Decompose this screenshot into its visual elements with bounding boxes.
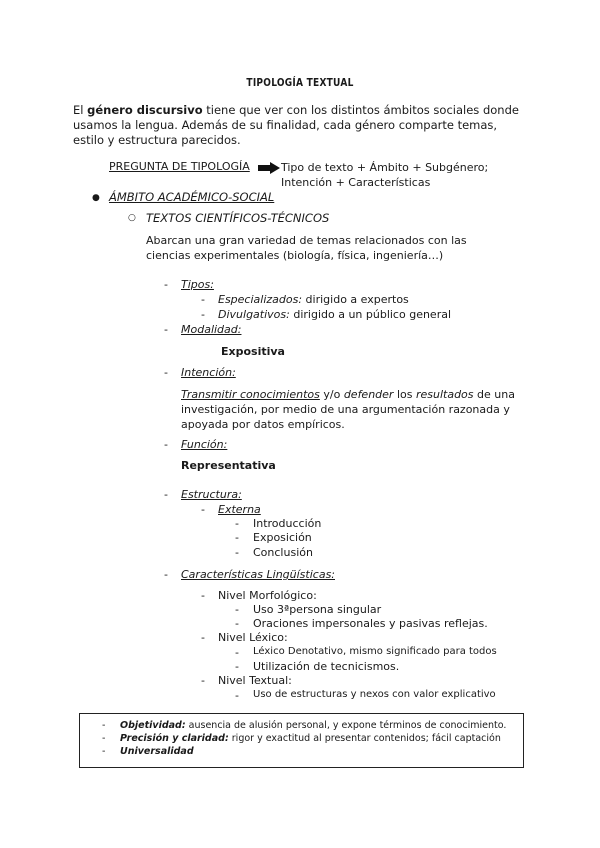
dash-marker: -: [201, 674, 205, 687]
nivel-textual-label: Nivel Textual:: [218, 674, 292, 687]
box-text: ausencia de alusión personal, y expone términos de conocimiento.: [185, 720, 507, 731]
intro-pre: El: [73, 103, 88, 117]
box-term: Precisión y claridad:: [120, 733, 229, 744]
nivel-morfologico-item: Uso 3ªpersona singular: [253, 603, 382, 616]
dash-marker: -: [235, 531, 239, 544]
tipos-text: dirigido a expertos: [302, 293, 409, 306]
intro-bold: género discursivo: [87, 103, 203, 117]
tipos-label: Tipos:: [181, 278, 214, 291]
tipos-term: Especializados:: [218, 293, 303, 306]
question-answer: [281, 160, 488, 190]
estructura-sub: Externa: [218, 503, 261, 516]
box-item: [120, 733, 501, 744]
box-term: Objetividad:: [120, 720, 186, 731]
dash-marker: -: [201, 589, 205, 602]
tipos-text: dirigido a un público general: [289, 308, 452, 321]
intencion-part6: de una investigación, por medio de una argumentación razonada y apoyada por datos empíricos.: [181, 388, 515, 431]
dash-marker: -: [164, 488, 168, 501]
box-item: [120, 720, 506, 731]
intencion-part1: Transmitir conocimientos: [181, 388, 320, 401]
dash-marker: -: [164, 438, 168, 451]
box-term: Universalidad: [120, 746, 194, 757]
dash-marker: -: [201, 308, 205, 321]
intencion-part3: defender: [343, 388, 394, 401]
intencion-text: [181, 387, 516, 432]
dash-marker: -: [235, 517, 239, 530]
dash-marker: -: [164, 366, 168, 379]
nivel-lexico-item: Léxico Denotativo, mismo significado para todos: [253, 646, 497, 657]
caracteristicas-label: Características Lingüísticas:: [181, 568, 335, 581]
section-heading: ÁMBITO ACADÉMICO-SOCIAL: [109, 190, 275, 204]
question-label: PREGUNTA DE TIPOLOGÍA: [109, 160, 250, 173]
modalidad-value: Expositiva: [221, 345, 285, 358]
estructura-item: Conclusión: [253, 546, 313, 559]
nivel-morfologico-label: Nivel Morfológico:: [218, 589, 317, 602]
funcion-label: Función:: [181, 438, 228, 451]
dash-marker: -: [102, 733, 106, 744]
dash-marker: -: [235, 646, 239, 659]
box-item: [120, 746, 194, 757]
dash-marker: -: [201, 293, 205, 306]
dash-marker: -: [102, 746, 106, 757]
nivel-lexico-item: Utilización de tecnicismos.: [253, 660, 400, 673]
intro-paragraph: [73, 103, 523, 148]
dash-marker: -: [235, 660, 239, 673]
dash-marker: -: [164, 568, 168, 581]
characteristics-box: [79, 713, 524, 768]
tipos-item: [218, 308, 451, 321]
nivel-textual-item: Uso de estructuras y nexos con valor explicativo: [253, 689, 496, 700]
funcion-value: Representativa: [181, 459, 276, 472]
section-description: Abarcan una gran variedad de temas relacionados con las ciencias experimentales (biología, física, ingeniería…): [146, 234, 467, 262]
estructura-label: Estructura:: [181, 488, 242, 501]
dash-marker: -: [235, 546, 239, 559]
intencion-part2: y/o: [319, 388, 344, 401]
section-subheading: TEXTOS CIENTÍFICOS-TÉCNICOS: [146, 211, 330, 225]
dash-marker: -: [102, 720, 106, 731]
dash-marker: -: [201, 631, 205, 644]
question-answer-line1: Tipo de texto + Ámbito + Subgénero;: [281, 161, 489, 174]
tipos-item: [218, 293, 409, 306]
dash-marker: -: [164, 278, 168, 291]
dash-marker: -: [201, 503, 205, 516]
tipos-term: Divulgativos:: [218, 308, 290, 321]
dash-marker: -: [235, 603, 239, 616]
dash-marker: -: [235, 689, 239, 702]
question-answer-line2: Intención + Características: [281, 176, 431, 189]
intencion-label: Intención:: [181, 366, 236, 379]
dash-marker: -: [164, 323, 168, 336]
estructura-item: Introducción: [253, 517, 322, 530]
page-title: TIPOLOGÍA TEXTUAL: [246, 76, 354, 89]
circle-bullet-icon: ○: [128, 213, 136, 223]
nivel-lexico-label: Nivel Léxico:: [218, 631, 288, 644]
bullet-icon: ●: [92, 193, 100, 203]
intencion-part5: resultados: [415, 388, 474, 401]
estructura-item: Exposición: [253, 531, 312, 544]
intro-post: tiene que ver con los distintos ámbitos sociales donde usamos la lengua. Además de su finalidad, cada género comparte temas, estilo y estructura parecidos.: [73, 103, 519, 147]
modalidad-label: Modalidad:: [181, 323, 242, 336]
nivel-morfologico-item: Oraciones impersonales y pasivas reflejas.: [253, 617, 488, 630]
dash-marker: -: [235, 617, 239, 630]
right-arrow-icon: [258, 162, 280, 174]
intencion-part4: los: [393, 388, 416, 401]
box-text: rigor y exactitud al presentar contenidos; fácil captación: [228, 733, 501, 744]
